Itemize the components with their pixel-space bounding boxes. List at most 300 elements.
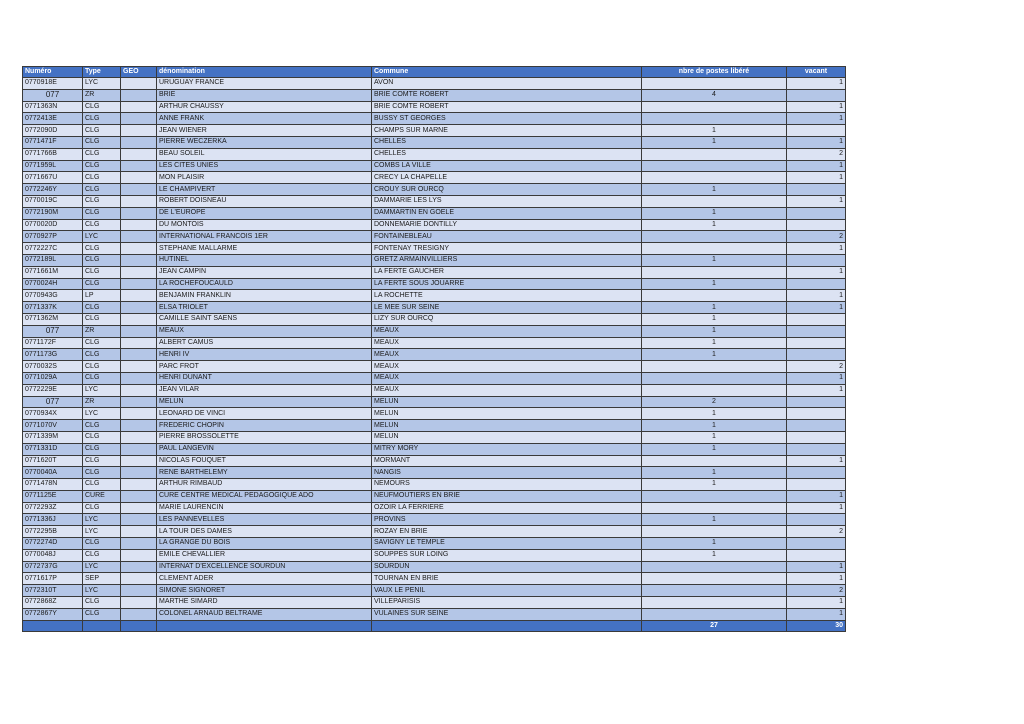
table-row (23, 514, 846, 526)
cell-type: CLG (83, 254, 121, 266)
cell-nbre-postes (642, 361, 787, 373)
cell-commune: LIZY SUR OURCQ (372, 313, 642, 325)
table-row (23, 420, 846, 432)
cell-vacant (787, 538, 846, 550)
cell-commune: TOURNAN EN BRIE (372, 573, 642, 585)
cell-nbre-postes: 1 (642, 549, 787, 561)
totals-empty-cell (121, 620, 157, 631)
cell-vacant: 1 (787, 384, 846, 396)
cell-geo (121, 337, 157, 349)
cell-geo (121, 325, 157, 337)
cell-nbre-postes (642, 290, 787, 302)
cell-type: CLG (83, 243, 121, 255)
cell-denomination: CURE CENTRE MEDICAL PEDAGOGIQUE ADO (157, 490, 372, 502)
cell-nbre-postes (642, 608, 787, 620)
cell-vacant (787, 443, 846, 455)
cell-nbre-postes (642, 148, 787, 160)
cell-vacant: 1 (787, 502, 846, 514)
table-row (23, 136, 846, 148)
cell-numero: 0771337K (23, 302, 83, 314)
cell-geo (121, 549, 157, 561)
cell-geo (121, 231, 157, 243)
cell-nbre-postes: 1 (642, 302, 787, 314)
cell-numero: 0770024H (23, 278, 83, 290)
cell-vacant: 1 (787, 172, 846, 184)
cell-nbre-postes: 1 (642, 538, 787, 550)
cell-denomination: BRIE (157, 89, 372, 101)
cell-denomination: HENRI DUNANT (157, 372, 372, 384)
cell-denomination: ARTHUR RIMBAUD (157, 479, 372, 491)
cell-denomination: MEAUX (157, 325, 372, 337)
cell-commune: LE MEE SUR SEINE (372, 302, 642, 314)
cell-nbre-postes (642, 160, 787, 172)
cell-geo (121, 479, 157, 491)
totals-empty-cell (83, 620, 121, 631)
cell-geo (121, 396, 157, 408)
table-row (23, 290, 846, 302)
cell-type: LYC (83, 408, 121, 420)
table-row (23, 207, 846, 219)
cell-denomination: BENJAMIN FRANKLIN (157, 290, 372, 302)
cell-commune: OZOIR LA FERRIERE (372, 502, 642, 514)
cell-numero: 0771661M (23, 266, 83, 278)
cell-type: CLG (83, 148, 121, 160)
table-row (23, 148, 846, 160)
cell-nbre-postes: 1 (642, 514, 787, 526)
cell-nbre-postes: 1 (642, 408, 787, 420)
table-row (23, 125, 846, 137)
cell-numero: 0772246Y (23, 184, 83, 196)
cell-numero: 0771620T (23, 455, 83, 467)
table-row (23, 467, 846, 479)
cell-commune: MEAUX (372, 349, 642, 361)
cell-numero: 0770019C (23, 195, 83, 207)
cell-vacant (787, 313, 846, 325)
totals-empty-cell (372, 620, 642, 631)
cell-type: CLG (83, 597, 121, 609)
cell-type: CLG (83, 538, 121, 550)
cell-commune: SAVIGNY LE TEMPLE (372, 538, 642, 550)
cell-geo (121, 597, 157, 609)
cell-geo (121, 502, 157, 514)
cell-numero: 0770032S (23, 361, 83, 373)
cell-vacant (787, 254, 846, 266)
cell-numero: 0770918E (23, 78, 83, 90)
cell-commune: FONTENAY TRESIGNY (372, 243, 642, 255)
cell-type: CLG (83, 207, 121, 219)
cell-nbre-postes (642, 78, 787, 90)
cell-type: CLG (83, 266, 121, 278)
cell-vacant (787, 184, 846, 196)
cell-geo (121, 313, 157, 325)
cell-vacant: 1 (787, 561, 846, 573)
cell-type: LYC (83, 78, 121, 90)
cell-denomination: INTERNAT D'EXCELLENCE SOURDUN (157, 561, 372, 573)
cell-vacant: 2 (787, 148, 846, 160)
cell-vacant: 1 (787, 597, 846, 609)
cell-geo (121, 538, 157, 550)
cell-denomination: PARC FROT (157, 361, 372, 373)
table-row (23, 384, 846, 396)
cell-commune: VULAINES SUR SEINE (372, 608, 642, 620)
cell-vacant: 1 (787, 573, 846, 585)
cell-numero: 0771667U (23, 172, 83, 184)
table-row (23, 101, 846, 113)
cell-vacant: 1 (787, 243, 846, 255)
cell-type: ZR (83, 396, 121, 408)
cell-geo (121, 467, 157, 479)
cell-vacant (787, 349, 846, 361)
cell-vacant: 1 (787, 266, 846, 278)
cell-denomination: LES CITES UNIES (157, 160, 372, 172)
cell-geo (121, 443, 157, 455)
cell-nbre-postes: 1 (642, 420, 787, 432)
cell-denomination: STEPHANE MALLARME (157, 243, 372, 255)
total-vacant: 30 (787, 620, 846, 631)
totals-row (23, 620, 846, 631)
table-row (23, 337, 846, 349)
cell-geo (121, 431, 157, 443)
table-row (23, 195, 846, 207)
cell-numero: 077 (23, 396, 83, 408)
cell-geo (121, 585, 157, 597)
cell-denomination: LEONARD DE VINCI (157, 408, 372, 420)
cell-commune: VILLEPARISIS (372, 597, 642, 609)
cell-geo (121, 148, 157, 160)
cell-type: LYC (83, 384, 121, 396)
cell-geo (121, 172, 157, 184)
table-row (23, 408, 846, 420)
cell-type: CLG (83, 420, 121, 432)
cell-type: LYC (83, 561, 121, 573)
cell-commune: MELUN (372, 396, 642, 408)
cell-type: CLG (83, 608, 121, 620)
cell-vacant: 1 (787, 113, 846, 125)
cell-vacant: 1 (787, 101, 846, 113)
cell-nbre-postes (642, 573, 787, 585)
cell-nbre-postes: 2 (642, 396, 787, 408)
table-row (23, 302, 846, 314)
cell-nbre-postes: 1 (642, 467, 787, 479)
cell-denomination: CAMILLE SAINT SAENS (157, 313, 372, 325)
table-row (23, 325, 846, 337)
cell-commune: MELUN (372, 420, 642, 432)
cell-nbre-postes: 1 (642, 207, 787, 219)
cell-commune: CROUY SUR OURCQ (372, 184, 642, 196)
cell-type: CLG (83, 113, 121, 125)
cell-type: CURE (83, 490, 121, 502)
table-row (23, 89, 846, 101)
table-row (23, 502, 846, 514)
cell-nbre-postes: 1 (642, 184, 787, 196)
cell-type: CLG (83, 125, 121, 137)
cell-numero: 0772274D (23, 538, 83, 550)
cell-commune: MORMANT (372, 455, 642, 467)
cell-commune: BUSSY ST GEORGES (372, 113, 642, 125)
cell-commune: ROZAY EN BRIE (372, 526, 642, 538)
table-row (23, 561, 846, 573)
cell-commune: CHELLES (372, 148, 642, 160)
header-vacant: vacant (787, 67, 846, 78)
cell-nbre-postes (642, 172, 787, 184)
cell-vacant: 1 (787, 195, 846, 207)
cell-numero: 0772293Z (23, 502, 83, 514)
cell-geo (121, 420, 157, 432)
table-row (23, 443, 846, 455)
cell-geo (121, 207, 157, 219)
cell-type: CLG (83, 443, 121, 455)
table-body (23, 78, 846, 621)
cell-type: CLG (83, 184, 121, 196)
cell-nbre-postes: 1 (642, 443, 787, 455)
header-commune: Commune (372, 67, 642, 78)
table-row (23, 278, 846, 290)
table-row (23, 431, 846, 443)
cell-type: CLG (83, 337, 121, 349)
cell-type: LYC (83, 526, 121, 538)
cell-denomination: LE CHAMPIVERT (157, 184, 372, 196)
cell-type: CLG (83, 136, 121, 148)
header-denomination: dénomination (157, 67, 372, 78)
cell-geo (121, 243, 157, 255)
cell-vacant (787, 125, 846, 137)
cell-nbre-postes (642, 502, 787, 514)
table-row (23, 526, 846, 538)
cell-vacant (787, 325, 846, 337)
cell-nbre-postes (642, 372, 787, 384)
cell-geo (121, 266, 157, 278)
cell-numero: 0770040A (23, 467, 83, 479)
cell-commune: MEAUX (372, 384, 642, 396)
cell-vacant: 1 (787, 136, 846, 148)
cell-denomination: JEAN WIENER (157, 125, 372, 137)
cell-denomination: MARTHE SIMARD (157, 597, 372, 609)
table-row (23, 231, 846, 243)
table-row (23, 219, 846, 231)
cell-denomination: COLONEL ARNAUD BELTRAME (157, 608, 372, 620)
positions-table (22, 66, 846, 632)
cell-vacant: 1 (787, 290, 846, 302)
header-row (23, 67, 846, 78)
cell-numero: 0770927P (23, 231, 83, 243)
cell-type: CLG (83, 431, 121, 443)
cell-denomination: ALBERT CAMUS (157, 337, 372, 349)
cell-numero: 077 (23, 325, 83, 337)
cell-denomination: ROBERT DOISNEAU (157, 195, 372, 207)
cell-type: CLG (83, 219, 121, 231)
cell-vacant: 1 (787, 160, 846, 172)
cell-denomination: ELSA TRIOLET (157, 302, 372, 314)
cell-geo (121, 561, 157, 573)
cell-geo (121, 89, 157, 101)
cell-numero: 0772737G (23, 561, 83, 573)
cell-vacant (787, 89, 846, 101)
header-numero: Numéro (23, 67, 83, 78)
cell-geo (121, 526, 157, 538)
table-row (23, 184, 846, 196)
cell-denomination: CLEMENT ADER (157, 573, 372, 585)
table-row (23, 372, 846, 384)
cell-commune: MELUN (372, 431, 642, 443)
cell-denomination: RENE BARTHELEMY (157, 467, 372, 479)
cell-vacant: 2 (787, 231, 846, 243)
cell-geo (121, 278, 157, 290)
cell-type: CLG (83, 502, 121, 514)
cell-geo (121, 490, 157, 502)
cell-numero: 0772867Y (23, 608, 83, 620)
cell-geo (121, 125, 157, 137)
cell-numero: 0771125E (23, 490, 83, 502)
cell-nbre-postes (642, 243, 787, 255)
cell-geo (121, 195, 157, 207)
table-row (23, 160, 846, 172)
cell-numero: 0770020D (23, 219, 83, 231)
cell-vacant: 2 (787, 526, 846, 538)
cell-numero: 0772190M (23, 207, 83, 219)
cell-denomination: LES PANNEVELLES (157, 514, 372, 526)
cell-numero: 0772229E (23, 384, 83, 396)
cell-numero: 0771617P (23, 573, 83, 585)
cell-numero: 0772295B (23, 526, 83, 538)
cell-denomination: JEAN VILAR (157, 384, 372, 396)
cell-nbre-postes: 1 (642, 349, 787, 361)
cell-vacant: 1 (787, 372, 846, 384)
cell-nbre-postes (642, 384, 787, 396)
cell-commune: CHELLES (372, 136, 642, 148)
cell-commune: CRECY LA CHAPELLE (372, 172, 642, 184)
cell-numero: 0771172F (23, 337, 83, 349)
cell-numero: 0771362M (23, 313, 83, 325)
cell-type: SEP (83, 573, 121, 585)
cell-nbre-postes (642, 490, 787, 502)
cell-geo (121, 302, 157, 314)
cell-commune: DAMMARIE LES LYS (372, 195, 642, 207)
cell-commune: NEUFMOUTIERS EN BRIE (372, 490, 642, 502)
cell-nbre-postes: 1 (642, 431, 787, 443)
cell-geo (121, 219, 157, 231)
cell-vacant: 1 (787, 302, 846, 314)
cell-vacant (787, 514, 846, 526)
cell-vacant (787, 396, 846, 408)
cell-nbre-postes: 1 (642, 219, 787, 231)
table-row (23, 490, 846, 502)
table-row (23, 349, 846, 361)
cell-type: ZR (83, 325, 121, 337)
cell-nbre-postes: 1 (642, 479, 787, 491)
table-row (23, 254, 846, 266)
cell-type: LYC (83, 585, 121, 597)
cell-denomination: ANNE FRANK (157, 113, 372, 125)
cell-commune: PROVINS (372, 514, 642, 526)
cell-commune: MEAUX (372, 337, 642, 349)
cell-vacant: 2 (787, 361, 846, 373)
cell-type: CLG (83, 349, 121, 361)
cell-denomination: PIERRE BROSSOLETTE (157, 431, 372, 443)
cell-type: LYC (83, 514, 121, 526)
cell-commune: COMBS LA VILLE (372, 160, 642, 172)
cell-commune: MEAUX (372, 361, 642, 373)
cell-denomination: PIERRE WECZERKA (157, 136, 372, 148)
table-row (23, 608, 846, 620)
totals-empty-cell (157, 620, 372, 631)
cell-numero: 0771339M (23, 431, 83, 443)
cell-denomination: LA GRANGE DU BOIS (157, 538, 372, 550)
cell-commune: AVON (372, 78, 642, 90)
cell-denomination: URUGUAY FRANCE (157, 78, 372, 90)
cell-commune: LA FERTE GAUCHER (372, 266, 642, 278)
cell-nbre-postes (642, 195, 787, 207)
cell-vacant (787, 408, 846, 420)
cell-nbre-postes: 4 (642, 89, 787, 101)
cell-numero: 0772227C (23, 243, 83, 255)
cell-nbre-postes (642, 101, 787, 113)
table-row (23, 549, 846, 561)
cell-numero: 0771959L (23, 160, 83, 172)
cell-numero: 0771336J (23, 514, 83, 526)
cell-type: CLG (83, 479, 121, 491)
cell-commune: NEMOURS (372, 479, 642, 491)
cell-commune: SOUPPES SUR LOING (372, 549, 642, 561)
table-row (23, 313, 846, 325)
table-row (23, 479, 846, 491)
cell-nbre-postes (642, 113, 787, 125)
table-row (23, 585, 846, 597)
cell-type: CLG (83, 549, 121, 561)
cell-geo (121, 372, 157, 384)
cell-nbre-postes (642, 597, 787, 609)
cell-geo (121, 608, 157, 620)
cell-commune: BRIE COMTE ROBERT (372, 101, 642, 113)
cell-numero: 0770934X (23, 408, 83, 420)
cell-geo (121, 349, 157, 361)
table-row (23, 266, 846, 278)
cell-type: CLG (83, 313, 121, 325)
cell-nbre-postes (642, 561, 787, 573)
cell-numero: 077 (23, 89, 83, 101)
cell-denomination: LA ROCHEFOUCAULD (157, 278, 372, 290)
cell-type: CLG (83, 455, 121, 467)
cell-geo (121, 184, 157, 196)
cell-type: LYC (83, 231, 121, 243)
cell-denomination: HUTINEL (157, 254, 372, 266)
cell-vacant (787, 467, 846, 479)
cell-vacant: 1 (787, 608, 846, 620)
cell-commune: FONTAINEBLEAU (372, 231, 642, 243)
cell-commune: CHAMPS SUR MARNE (372, 125, 642, 137)
cell-geo (121, 384, 157, 396)
cell-commune: VAUX LE PENIL (372, 585, 642, 597)
cell-type: ZR (83, 89, 121, 101)
cell-vacant (787, 479, 846, 491)
cell-nbre-postes: 1 (642, 278, 787, 290)
cell-commune: MELUN (372, 408, 642, 420)
table-row (23, 396, 846, 408)
cell-vacant: 1 (787, 78, 846, 90)
cell-denomination: ARTHUR CHAUSSY (157, 101, 372, 113)
cell-geo (121, 101, 157, 113)
cell-type: CLG (83, 467, 121, 479)
cell-denomination: HENRI IV (157, 349, 372, 361)
cell-numero: 0770048J (23, 549, 83, 561)
table-row (23, 113, 846, 125)
table-row (23, 573, 846, 585)
cell-denomination: FREDERIC CHOPIN (157, 420, 372, 432)
cell-denomination: DE L'EUROPE (157, 207, 372, 219)
cell-vacant (787, 207, 846, 219)
header-geo: GEO (121, 67, 157, 78)
header-nbre-postes: nbre de postes libéré (642, 67, 787, 78)
header-type: Type (83, 67, 121, 78)
